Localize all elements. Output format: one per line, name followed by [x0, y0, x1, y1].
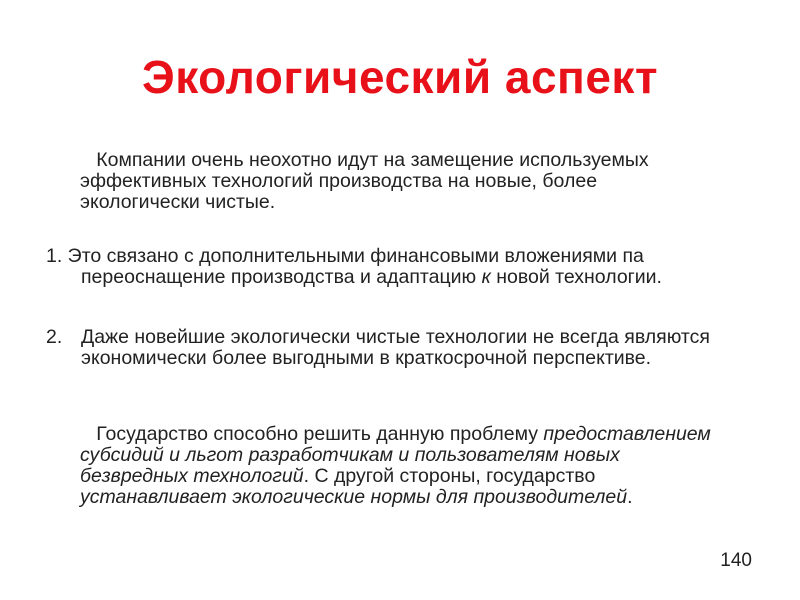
paragraph-state-text-d: устанавливает экологические нормы для производителей — [80, 486, 628, 508]
point-1-text-b: переоснащение производства и адаптацию — [81, 266, 482, 288]
point-1-text-d: новой технологии. — [490, 266, 662, 288]
paragraph-state-text-b: предоставлением субсидий и льгот разработчикам и пользователям новых безвредных технологий — [80, 423, 717, 487]
point-1-text-c: к — [481, 266, 491, 288]
paragraph-state-text-a: Государство способно решить данную проблему — [80, 423, 544, 445]
point-1-text-a: Это связано с дополнительными финансовыми вложениями па — [62, 245, 644, 267]
point-1-line — [46, 246, 766, 267]
slide-title: Экологический аспект — [142, 51, 658, 103]
paragraph-intro: Компании очень неохотно идут на замещение используемых эффективных технологий производства на новые, более экологически чистые. — [80, 149, 655, 213]
point-2-text: Даже новейшие экологически чистые технологии не всегда являются экономически более выгодными в краткосрочной перспективе. — [81, 326, 710, 369]
point-2 — [46, 327, 746, 369]
point-1-number: 1. — [46, 245, 63, 267]
point-1 — [46, 246, 766, 288]
paragraph-state — [80, 424, 720, 508]
page-number: 140 — [720, 550, 752, 571]
paragraph-state-text-e: . — [627, 486, 633, 508]
paragraph-state-text-c: . С другой стороны, государство — [303, 465, 601, 487]
point-2-number: 2. — [46, 326, 63, 348]
point-1-continuation — [46, 267, 766, 288]
